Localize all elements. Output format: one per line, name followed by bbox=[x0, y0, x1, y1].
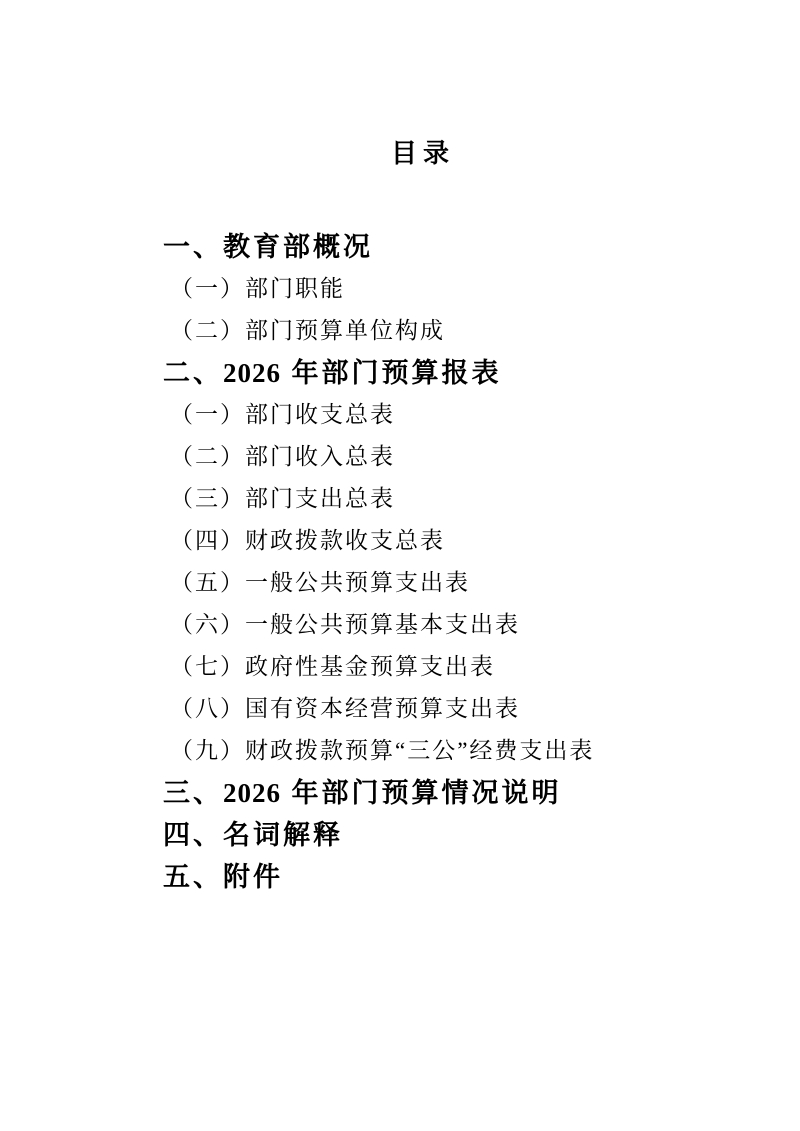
toc-subitem-label: （一）部门收支总表 bbox=[170, 402, 395, 427]
toc-heading-label: 四、名词解释 bbox=[163, 820, 343, 850]
toc-subitem bbox=[163, 520, 800, 562]
heading-year-number: 2026 bbox=[223, 358, 281, 388]
toc-subitem bbox=[163, 604, 800, 646]
document-title: 目录 bbox=[390, 138, 455, 168]
toc-heading bbox=[163, 814, 800, 856]
toc-subitem-label: （二）部门收入总表 bbox=[170, 444, 395, 469]
toc-subitem bbox=[163, 688, 800, 730]
toc-subitem-label: （八）国有资本经营预算支出表 bbox=[170, 696, 520, 721]
toc-subitem bbox=[163, 730, 800, 772]
toc-subitem-label: （四）财政拨款收支总表 bbox=[170, 528, 445, 553]
toc-subitem-label: （六）一般公共预算基本支出表 bbox=[170, 612, 520, 637]
toc-heading-prefix: 三、 bbox=[163, 778, 223, 808]
toc-subitem-label: （三）部门支出总表 bbox=[170, 486, 395, 511]
toc-heading bbox=[163, 772, 800, 814]
toc-subitem-label: （二）部门预算单位构成 bbox=[170, 318, 445, 343]
toc-subitem bbox=[163, 478, 800, 520]
table-of-contents bbox=[163, 226, 800, 898]
toc-subitem bbox=[163, 562, 800, 604]
toc-subitem bbox=[163, 436, 800, 478]
toc-heading-prefix: 二、 bbox=[163, 358, 223, 388]
toc-subitem bbox=[163, 268, 800, 310]
toc-heading bbox=[163, 856, 800, 898]
toc-subitem bbox=[163, 394, 800, 436]
toc-subitem bbox=[163, 646, 800, 688]
toc-subitem-label: （七）政府性基金预算支出表 bbox=[170, 654, 495, 679]
toc-subitem-label: （五）一般公共预算支出表 bbox=[170, 570, 470, 595]
toc-subitem bbox=[163, 310, 800, 352]
toc-heading-label: 五、附件 bbox=[163, 862, 283, 892]
toc-heading-label: 一、教育部概况 bbox=[163, 232, 373, 262]
heading-year-number: 2026 bbox=[223, 778, 281, 808]
toc-subitem-label: （一）部门职能 bbox=[170, 276, 345, 301]
toc-heading-label: 年部门预算报表 bbox=[281, 358, 502, 388]
toc-heading bbox=[163, 226, 800, 268]
toc-heading bbox=[163, 352, 800, 394]
toc-subitem-label: （九）财政拨款预算“三公”经费支出表 bbox=[170, 738, 595, 763]
toc-heading-label: 年部门预算情况说明 bbox=[281, 778, 562, 808]
